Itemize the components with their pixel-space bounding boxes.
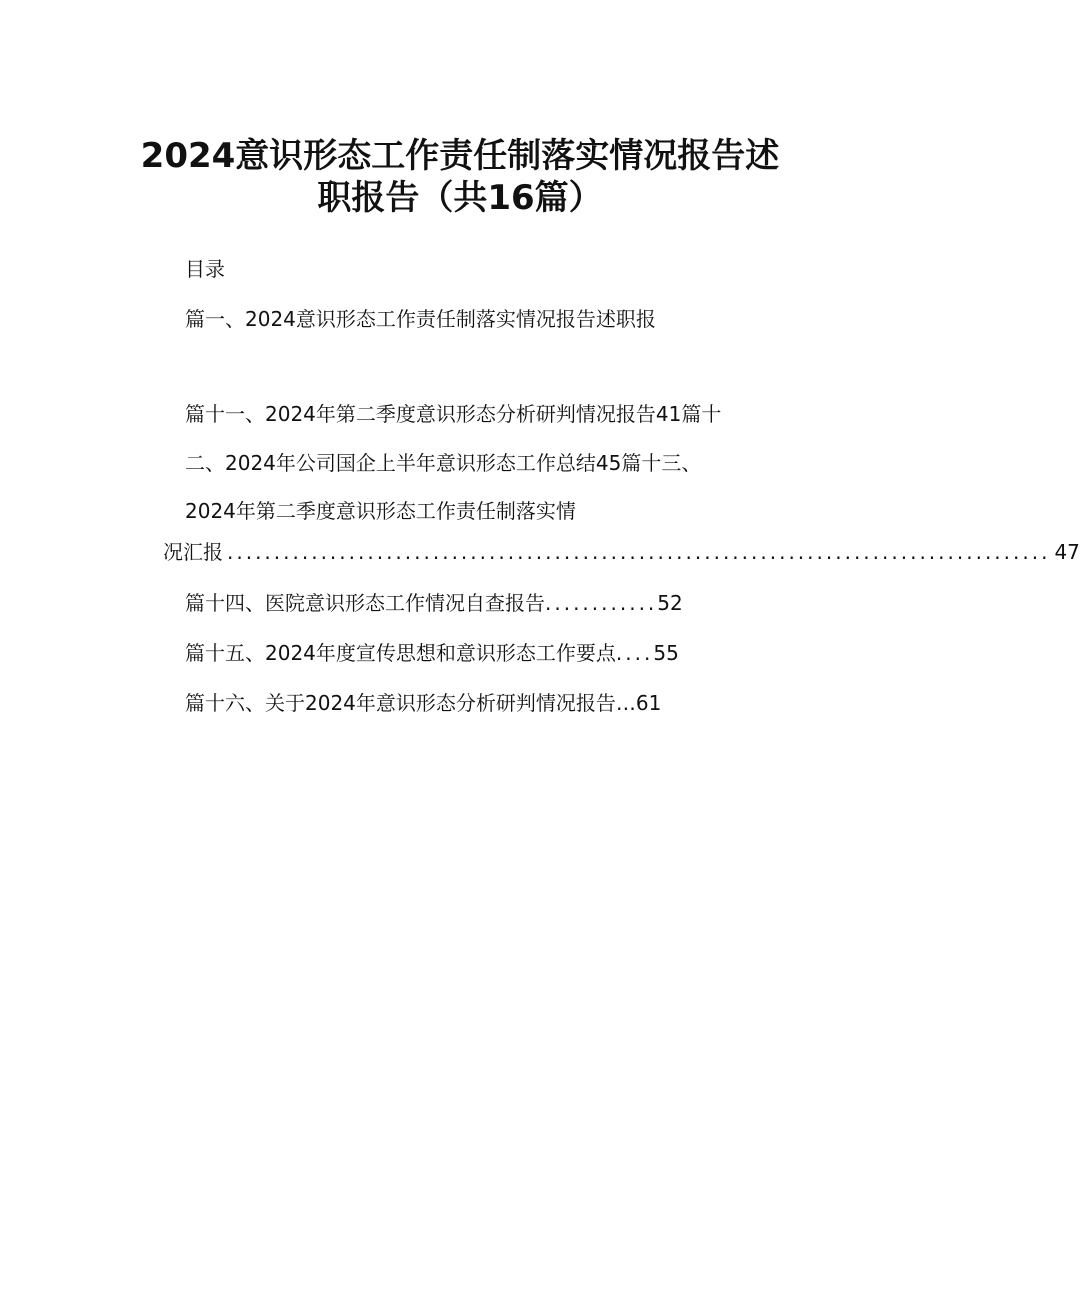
toc-leader-dots: ............ [545, 591, 658, 615]
toc-entry-label: 篇十五、2024年度宣传思想和意识形态工作要点 [185, 641, 616, 665]
toc-leader-dots: ........................................................................................ [227, 540, 1051, 564]
toc-page-number: 55 [653, 641, 679, 665]
toc-leader-dots: .... [615, 641, 654, 665]
toc-entry-11: 篇十一、2024年第二季度意识形态分析研判情况报告41篇十 [185, 402, 722, 426]
toc-leader-dots: … [615, 691, 636, 715]
toc-heading: 目录 [185, 257, 225, 281]
toc-entry-15 [185, 640, 679, 666]
toc-entry-14 [185, 590, 683, 616]
toc-entry-label: 况汇报 [163, 540, 223, 564]
toc-page-number: 47 [1054, 540, 1080, 564]
document-title-line-1: 2024意识形态工作责任制落实情况报告述 [140, 136, 780, 176]
toc-page-number: 52 [657, 591, 683, 615]
document-title-line-2: 职报告（共16篇） [317, 178, 603, 218]
toc-entry-label: 篇十四、医院意识形态工作情况自查报告 [185, 591, 545, 615]
toc-page-number: 61 [635, 691, 662, 715]
toc-entry-12: 二、2024年公司国企上半年意识形态工作总结45篇十三、 [185, 451, 702, 475]
toc-entry-13: 2024年第二季度意识形态工作责任制落实情 [185, 499, 576, 523]
toc-entry-1: 篇一、2024意识形态工作责任制落实情况报告述职报 [185, 307, 656, 331]
toc-entry-label: 篇十六、关于2024年意识形态分析研判情况报告 [185, 691, 616, 715]
toc-entry-13-continued [163, 539, 1080, 565]
toc-entry-16 [185, 690, 661, 716]
